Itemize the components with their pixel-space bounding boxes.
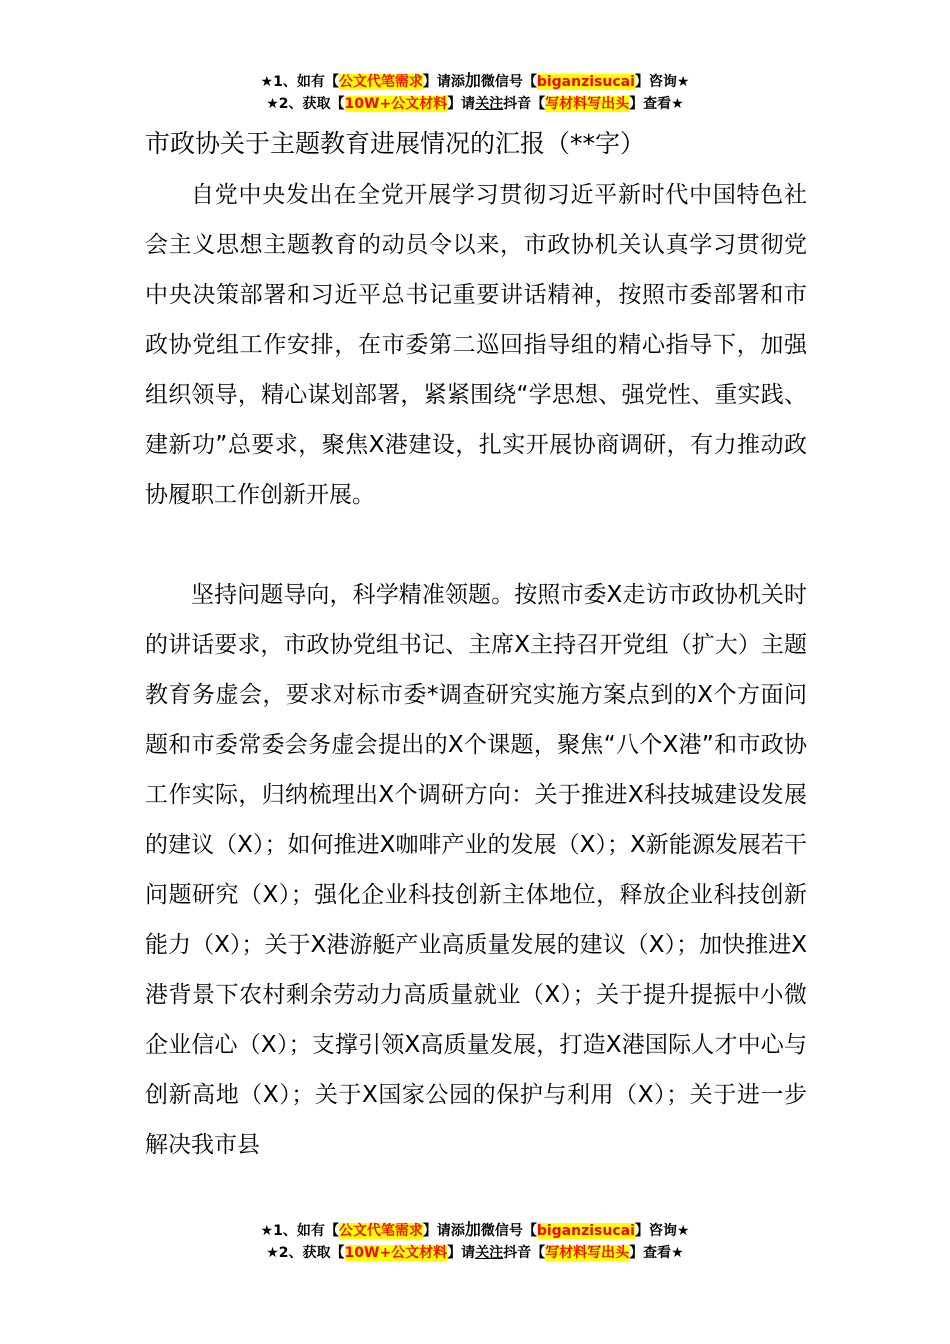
highlight-service: 公文代笔需求 xyxy=(338,1223,423,1239)
bottom-banner xyxy=(0,1219,950,1264)
highlight-materials: 10W+公文材料 xyxy=(344,96,448,112)
body-paragraph-1 xyxy=(145,170,807,520)
paragraph-text: 坚持问题导向，科学精准领题。按照市委X走访市政协机关时的讲话要求，市政协党组书记、主席X主持召开党组（扩大）主题教育务虚会，要求对标市委*调查研究实施方案点到的X个方面问题和市委常委会务虚会提出的X个课题，聚焦“八个X港”和市政协工作实际，归纳梳理出X个调研方向：关于推进X科技城建设发展的建议（X）；如何推进X咖啡产业的发展（X）；X新能源发展若干问题研究（X）；强化企业科技创新主体地位，释放企业科技创新能力（X）；关于X港游艇产业高质量发展的建议（X）；加快推进X港背景下农村剩余劳动力高质量就业（X）；关于提升提振中小微企业信心（X）；支撑引领X高质量发展，打造X港国际人才中心与创新高地（X）；关于X国家公园的保护与利用（X）；关于进一步解决我市县 xyxy=(145,582,807,1158)
highlight-service: 公文代笔需求 xyxy=(338,74,423,90)
banner-line-1: ★1、如有【公文代笔需求】请添加微信号【biganzisucai】咨询★ xyxy=(260,71,690,90)
document-title: 市政协关于主题教育进展情况的汇报（**字） xyxy=(145,129,646,158)
paragraph-text: 自党中央发出在全党开展学习贯彻习近平新时代中国特色社会主义思想主题教育的动员令以来，市政协机关认真学习贯彻党中央决策部署和习近平总书记重要讲话精神，按照市委部署和市政协党组工作安排，在市委第二巡回指导组的精心指导下，加强组织领导，精心谋划部署，紧紧围绕“学思想、强党性、重实践、建新功”总要求，聚焦X港建设，扎实开展协商调研，有力推动政协履职工作创新开展。 xyxy=(145,182,807,508)
highlight-wechat-id: biganzisucai xyxy=(536,74,635,90)
highlight-douyin: 写材料写出头 xyxy=(545,96,630,112)
top-banner xyxy=(0,70,950,115)
banner-line-1: ★1、如有【公文代笔需求】请添加微信号【biganzisucai】咨询★ xyxy=(260,1220,690,1239)
highlight-materials: 10W+公文材料 xyxy=(344,1245,448,1261)
body-paragraph-2 xyxy=(145,570,807,1170)
highlight-douyin: 写材料写出头 xyxy=(545,1245,630,1261)
highlight-wechat-id: biganzisucai xyxy=(536,1223,635,1239)
banner-line-2: ★2、获取【10W+公文材料】请关注抖音【写材料写出头】查看★ xyxy=(266,96,684,112)
banner-line-2: ★2、获取【10W+公文材料】请关注抖音【写材料写出头】查看★ xyxy=(266,1245,684,1261)
